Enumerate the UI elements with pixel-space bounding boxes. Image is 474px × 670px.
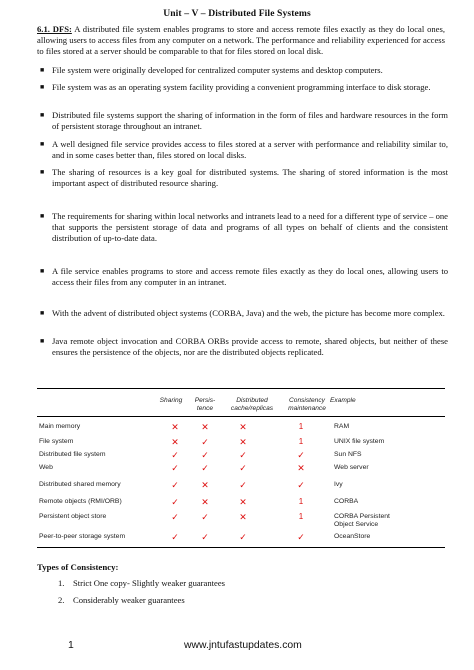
row-name: Distributed shared memory [39, 481, 121, 488]
check-icon: ✓ [171, 463, 179, 473]
footer-link[interactable]: www.jntufastupdates.com [184, 640, 302, 651]
mark-one: 1 [298, 512, 304, 521]
cross-icon: ✕ [201, 497, 209, 507]
mark-one: 1 [298, 437, 304, 446]
bullet-icon: ■ [40, 267, 45, 275]
row-name: Web [39, 464, 53, 471]
row-name: Main memory [39, 423, 81, 430]
consistency-table [37, 388, 445, 548]
row-example: OceanStore [334, 533, 371, 540]
check-icon: ✓ [297, 450, 305, 460]
row-example: RAM [334, 423, 350, 430]
check-icon: ✓ [201, 532, 209, 542]
bullet-icon: ■ [40, 66, 45, 74]
row-name: Distributed file system [39, 451, 106, 458]
bullet-text: A file service enables programs to store and access remote files exactly as they do local ones, allowing users to access their files from any computer in an intranet. [52, 266, 448, 288]
types-item-text: Considerably weaker guarantees [73, 595, 185, 605]
bullet-text: File system were originally developed for centralized computer systems and desktop computers. [52, 65, 383, 75]
table-bottom-rule [37, 547, 445, 548]
bullet-item [40, 110, 448, 132]
check-icon: ✓ [239, 532, 247, 542]
row-name: Remote objects (RMI/ORB) [39, 498, 122, 505]
bullet-icon: ■ [40, 337, 45, 345]
bullet-item [40, 139, 448, 161]
intro-lead: 6.1. DFS: [37, 24, 72, 34]
mark-one: 1 [298, 497, 304, 506]
cross-icon: ✕ [201, 422, 209, 432]
intro-paragraph [37, 24, 445, 58]
bullet-text: A well designed file service provides access to files stored at a server with performance and reliability similar to, and in some cases better than, files stored on local disks. [52, 139, 448, 161]
bullet-icon: ■ [40, 212, 45, 220]
check-icon: ✓ [201, 437, 209, 447]
mark-one: 1 [298, 422, 304, 431]
row-name: Peer-to-peer storage system [39, 533, 126, 540]
header-persistence: Persis- tence [194, 397, 216, 412]
check-icon: ✓ [297, 532, 305, 542]
table-row [37, 464, 445, 478]
table-row [37, 498, 445, 512]
check-icon: ✓ [171, 512, 179, 522]
row-example: Web server [334, 464, 369, 471]
cross-icon: ✕ [239, 512, 247, 522]
bullet-item [40, 211, 448, 245]
bullet-icon: ■ [40, 83, 45, 91]
row-name: Persistent object store [39, 513, 107, 520]
types-item-number: 1. [58, 578, 65, 588]
types-heading: Types of Consistency: [37, 562, 119, 572]
check-icon: ✓ [171, 480, 179, 490]
bullet-text: With the advent of distributed object systems (CORBA, Java) and the web, the picture has become more complex. [52, 308, 445, 318]
intro-text: A distributed file system enables programs to store and access remote files exactly as they do local ones, allowing users to access files from any computer on a network. The performance and reliability experienced for access to files stored at a server should be comparable to that for files stored on local disk. [37, 24, 445, 57]
table-row [37, 513, 445, 527]
bullet-item [40, 266, 448, 288]
bullet-text: File system was as an operating system facility providing a convenient programming interface to disk storage. [52, 82, 431, 92]
row-example: CORBA Persistent Object Service [334, 513, 390, 528]
types-item-text: Strict One copy- Slightly weaker guarantees [73, 578, 226, 588]
cross-icon: ✕ [171, 422, 179, 432]
bullet-item [40, 65, 448, 76]
check-icon: ✓ [201, 463, 209, 473]
bullet-icon: ■ [40, 168, 45, 176]
header-sharing: Sharing [159, 397, 183, 404]
table-row [37, 481, 445, 495]
page-title: Unit – V – Distributed File Systems [163, 8, 311, 19]
bullet-icon: ■ [40, 140, 45, 148]
cross-icon: ✕ [201, 480, 209, 490]
bullet-text: The sharing of resources is a key goal for distributed systems. The sharing of stored information is the most important aspect of distributed resource sharing. [52, 167, 448, 189]
check-icon: ✓ [239, 450, 247, 460]
cross-icon: ✕ [239, 437, 247, 447]
row-example: UNIX file system [334, 438, 385, 445]
bullet-icon: ■ [40, 309, 45, 317]
check-icon: ✓ [171, 532, 179, 542]
bullet-text: Distributed file systems support the sharing of information in the form of files and hardware resources in the form of persistent storage throughout an intranet. [52, 110, 448, 132]
row-name: File system [39, 438, 74, 445]
check-icon: ✓ [239, 480, 247, 490]
bullet-text: Java remote object invocation and CORBA ORBs provide access to remote, shared objects, but neither of these ensures the persistence of the objects, nor are the distributed objects replicated. [52, 336, 448, 358]
check-icon: ✓ [297, 480, 305, 490]
cross-icon: ✕ [239, 497, 247, 507]
check-icon: ✓ [201, 512, 209, 522]
bullet-text: The requirements for sharing within local networks and intranets lead to a need for a different type of service – one that supports the persistent storage of data and programs of all types on behalf of clients and the consistent distribution of up-to-date data. [52, 211, 448, 244]
bullet-item [40, 167, 448, 189]
cross-icon: ✕ [297, 463, 305, 473]
table-header-rule [37, 416, 445, 417]
check-icon: ✓ [171, 497, 179, 507]
row-example: CORBA [334, 498, 359, 505]
check-icon: ✓ [201, 450, 209, 460]
header-example: Example [330, 397, 356, 404]
page-footer [0, 640, 474, 660]
bullet-item [40, 308, 448, 319]
cross-icon: ✕ [171, 437, 179, 447]
table-row [37, 423, 445, 437]
header-distributed-cache: Distributed cache/replicas [230, 397, 274, 412]
page-number: 1 [68, 640, 74, 651]
header-consistency: Consistency maintenance [288, 397, 326, 412]
table-row [37, 533, 445, 547]
bullet-item [40, 336, 448, 358]
types-item-number: 2. [58, 595, 65, 605]
row-example: Sun NFS [334, 451, 362, 458]
cross-icon: ✕ [239, 422, 247, 432]
row-example: Ivy [334, 481, 343, 488]
table-top-rule [37, 388, 445, 389]
check-icon: ✓ [171, 450, 179, 460]
check-icon: ✓ [239, 463, 247, 473]
bullet-item [40, 82, 448, 93]
bullet-icon: ■ [40, 111, 45, 119]
